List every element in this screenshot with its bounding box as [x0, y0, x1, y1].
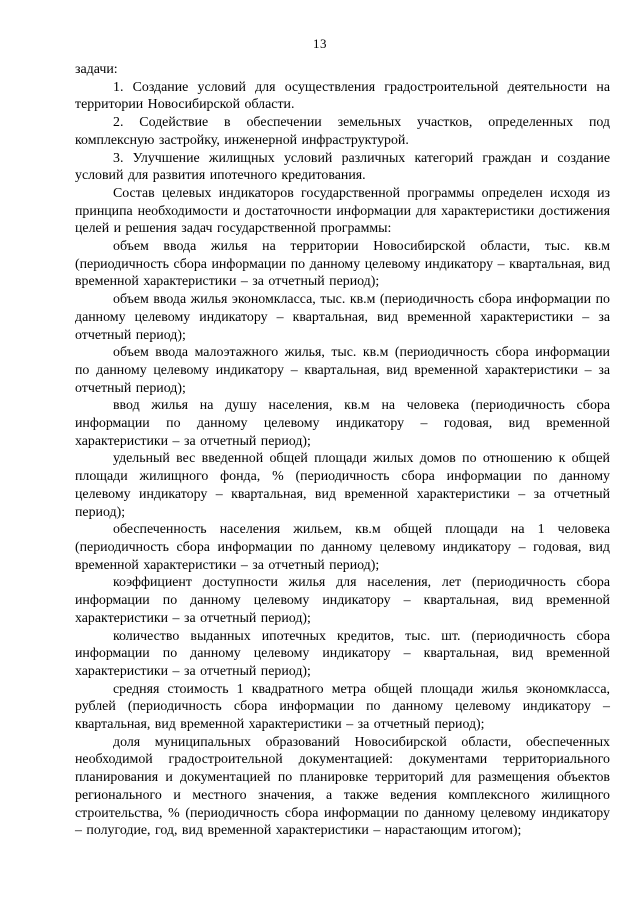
paragraph-task-2: 2. Содействие в обеспечении земельных участков, определенных под комплексную застройку, инженерной инфраструктурой. [75, 115, 610, 148]
page-number: 13 [313, 36, 327, 51]
document-body [75, 61, 610, 840]
paragraph-indicators-intro: Состав целевых индикаторов государственной программы определен исходя из принципа необходимости и достаточности информации для характеристики достижения целей и решения задач государственной программы: [75, 185, 610, 237]
paragraph-indicator-per-capita: ввод жилья на душу населения, кв.м на человека (периодичность сбора информации по данному целевому индикатору – годовая, вид временной характеристики – за отчетный период); [75, 398, 610, 449]
paragraph-indicator-share-of-new-area: удельный вес введенной общей площади жилых домов по отношению к общей площади жилищного фонда, % (периодичность сбора информации по данному целевому индикатору – квартальная, вид временной характеристики – за отчетный период); [75, 451, 610, 520]
paragraph-indicator-municipal-docs: доля муниципальных образований Новосибирской области, обеспеченных необходимой градостроительной документацией: документами территориального планирования и документацией по планировке территорий для размещения объектов регионального и местного значения, а также ведения комплексного жилищного строительства, % (периодичность сбора информации по данному целевому индикатору – полугодие, год, вид временной характеристики – нарастающим итогом); [75, 734, 610, 839]
paragraph-indicator-lowrise-volume: объем ввода малоэтажного жилья, тыс. кв.м (периодичность сбора информации по данному целевому индикатору – квартальная, вид временной характеристики – за отчетный период); [75, 345, 610, 396]
paragraph-indicator-affordability: коэффициент доступности жилья для населения, лет (периодичность сбора информации по данному целевому индикатору – квартальная, вид временной характеристики – за отчетный период); [75, 575, 610, 626]
paragraph-indicator-average-price: средняя стоимость 1 квадратного метра общей площади жилья экономкласса, рублей (периодичность сбора информации по данному целевому индикатору – квартальная, вид временной характеристики – за отчетный период); [75, 681, 610, 733]
paragraph-tasks-heading: задачи: [75, 62, 118, 77]
paragraph-indicator-housing-volume: объем ввода жилья на территории Новосибирской области, тыс. кв.м (периодичность сбора информации по данному целевому индикатору – квартальная, вид временной характеристики – за отчетный период); [75, 239, 610, 290]
paragraph-indicator-economy-class-volume: объем ввода жилья экономкласса, тыс. кв.м (периодичность сбора информации по данному целевому индикатору – квартальная, вид временной характеристики – за отчетный период); [75, 292, 610, 343]
paragraph-indicator-provision-per-person: обеспеченность населения жильем, кв.м общей площади на 1 человека (периодичность сбора информации по данному целевому индикатору – годовая, вид временной характеристики – за отчетный период); [75, 522, 610, 573]
paragraph-task-1: 1. Создание условий для осуществления градостроительной деятельности на территории Новосибирской области. [75, 79, 610, 113]
paragraph-task-3: 3. Улучшение жилищных условий различных категорий граждан и создание условий для развития ипотечного кредитования. [75, 150, 610, 184]
paragraph-indicator-mortgage-count: количество выданных ипотечных кредитов, тыс. шт. (периодичность сбора информации по данному целевому индикатору – квартальная, вид временной характеристики – за отчетный период); [75, 628, 610, 679]
